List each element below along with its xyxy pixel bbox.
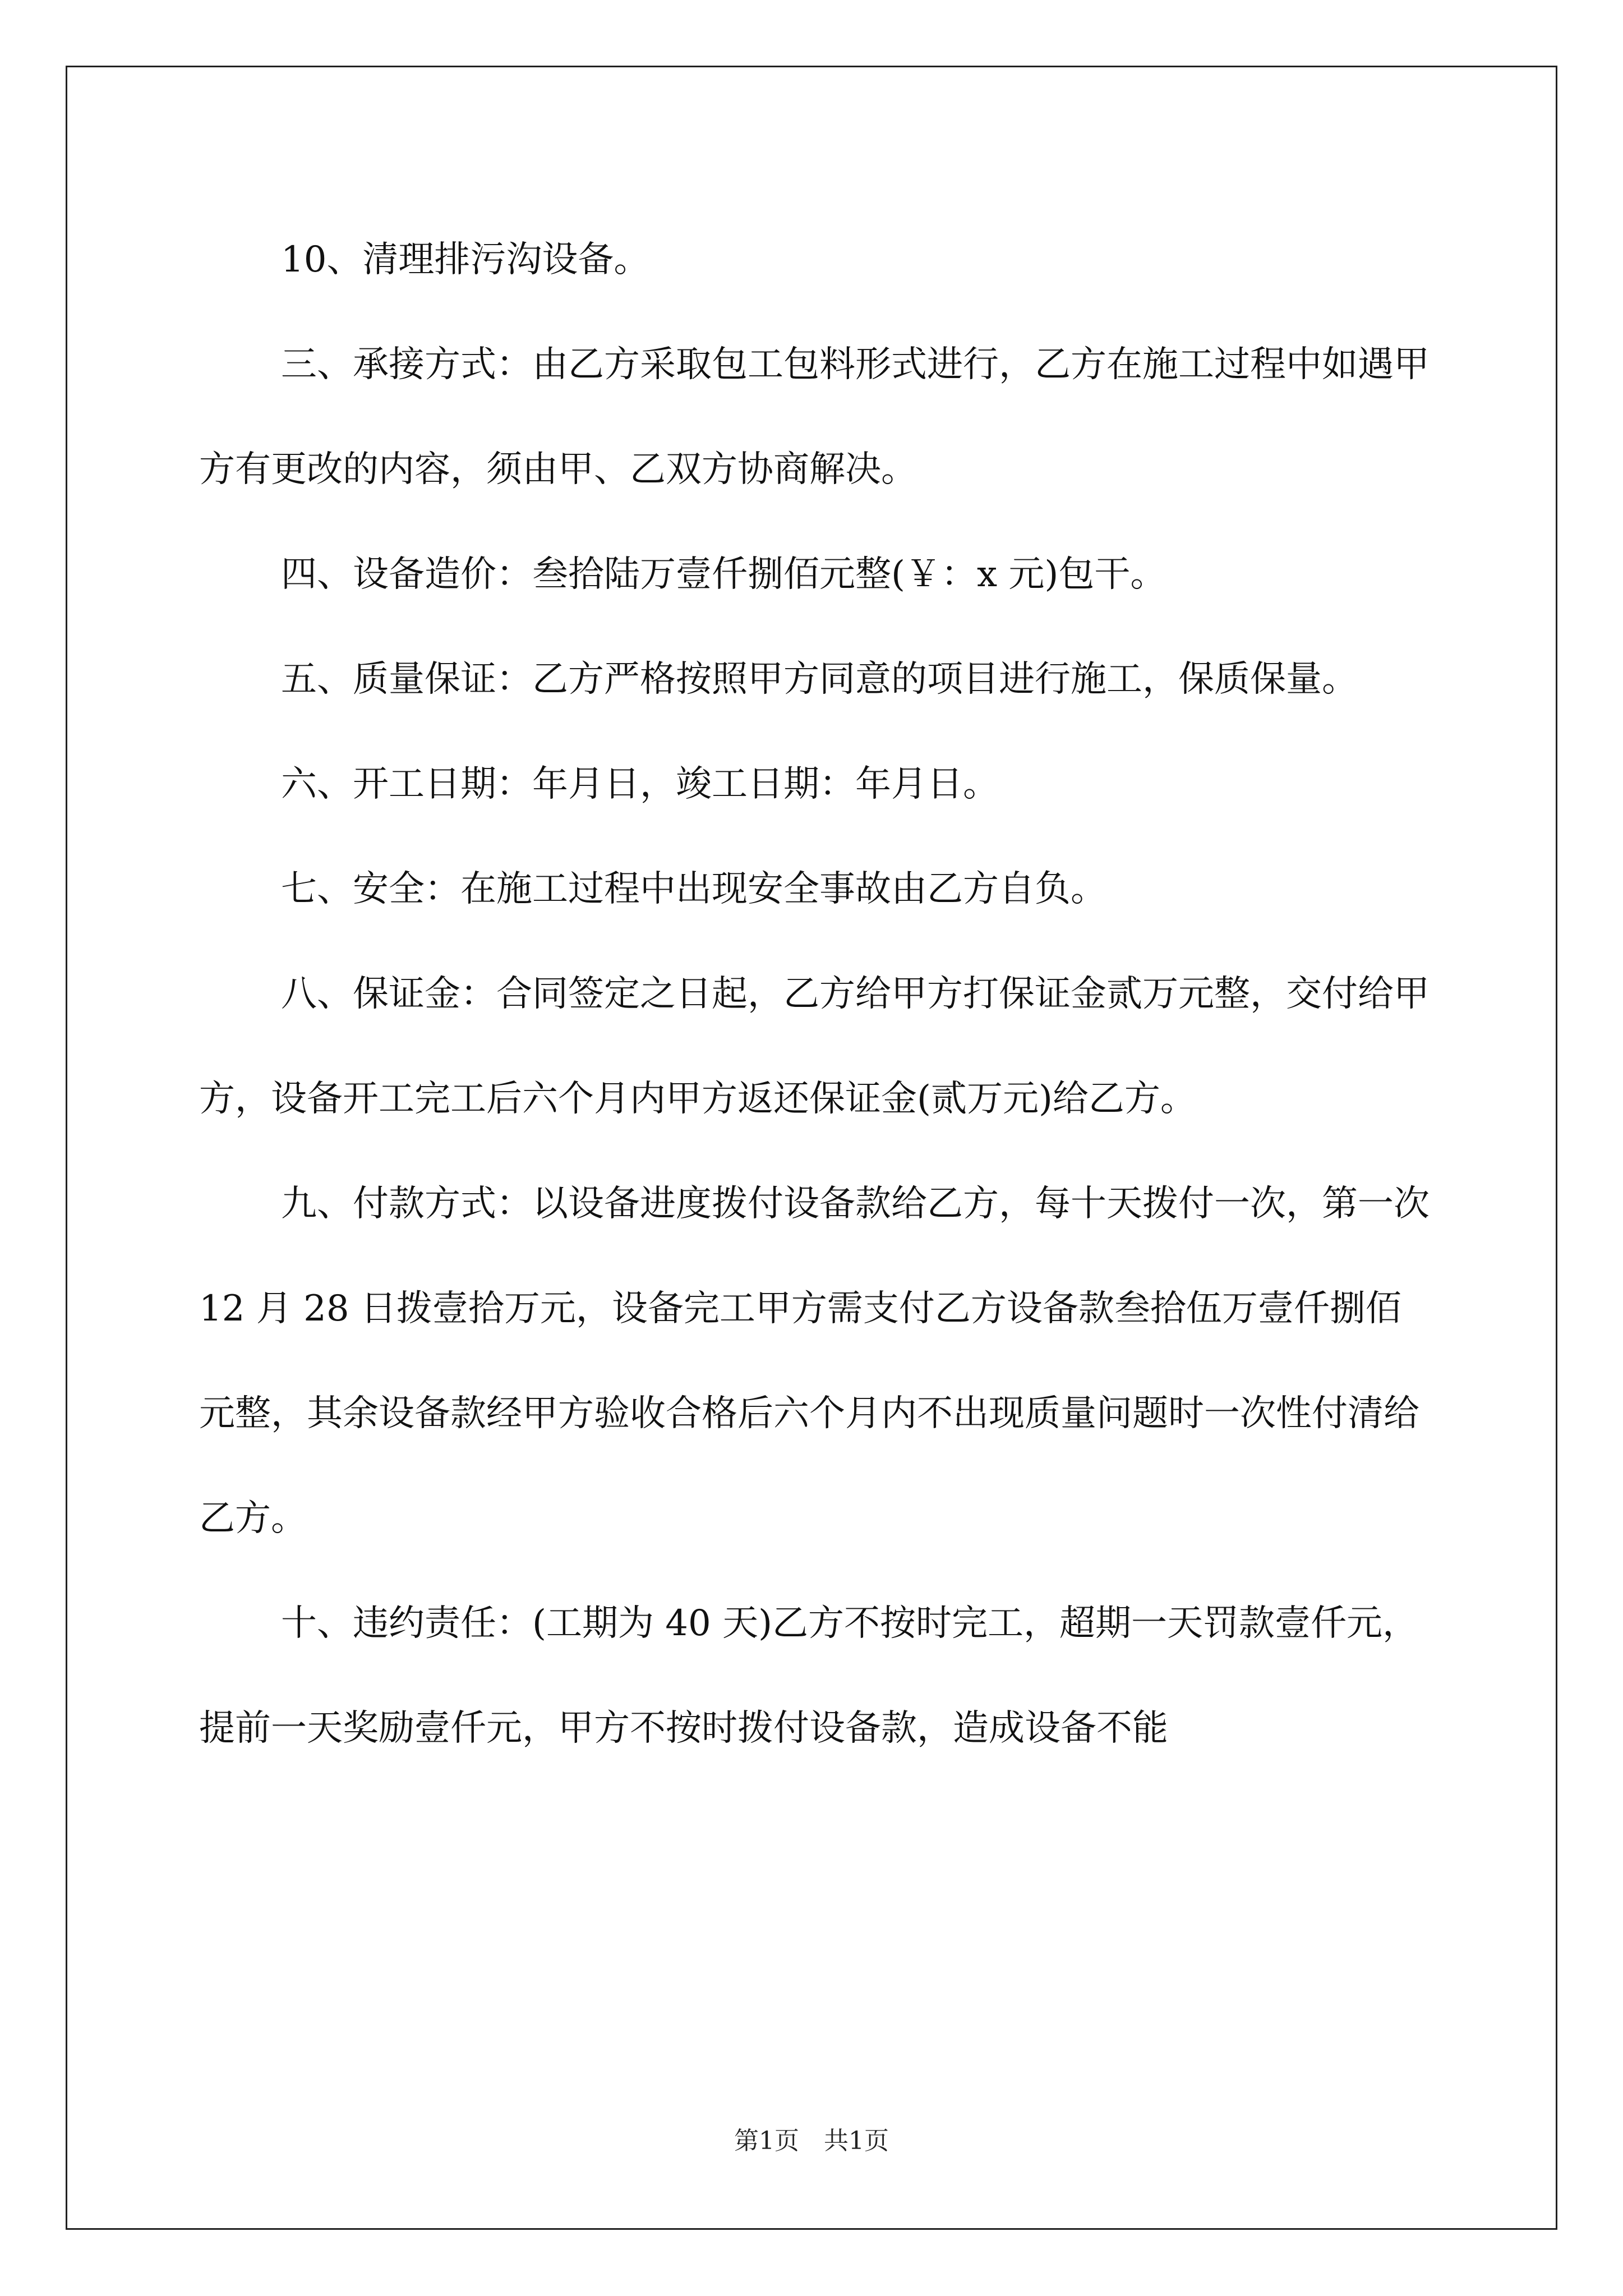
document-body: [199, 208, 1433, 1781]
paragraph-8-deposit: 八、保证金：合同签定之日起，乙方给甲方打保证金贰万元整，交付给甲方，设备开工完工后六个月内甲方返还保证金(贰万元)给乙方。: [199, 973, 1430, 1120]
paragraph-5-quality-guarantee: 五、质量保证：乙方严格按照甲方同意的项目进行施工，保质保量。: [281, 659, 1358, 700]
paragraph-7-safety: 七、安全：在施工过程中出现安全事故由乙方自负。: [281, 868, 1106, 910]
paragraph-4-equipment-cost: 四、设备造价：叁拾陆万壹仟捌佰元整(￥：x 元)包干。: [281, 554, 1166, 595]
paragraph-6-start-date: 六、开工日期：年月日，竣工日期：年月日。: [281, 763, 999, 805]
paragraph-10-cleanup: 10、清理排污沟设备。: [281, 239, 650, 280]
paragraph-3-contract-method: 三、承接方式：由乙方采取包工包料形式进行，乙方在施工过程中如遇甲方有更改的内容，须由甲、乙双方协商解决。: [199, 344, 1430, 490]
page-number-footer: 第1页 共1页: [734, 2127, 889, 2155]
paragraph-9-payment-method: 九、付款方式：以设备进度拨付设备款给乙方，每十天拨付一次，第一次 12 月 28 日拨壹拾万元，设备完工甲方需支付乙方设备款叁拾伍万壹仟捌佰元整，其余设备款经甲方验收合格后六个月内不出现质量问题时一次性付清给乙方。: [199, 1183, 1430, 1539]
paragraph-10-liability: 十、违约责任：(工期为 40 天)乙方不按时完工，超期一天罚款壹仟元，提前一天奖励壹仟元，甲方不按时拨付设备款，造成设备不能: [199, 1603, 1419, 1749]
